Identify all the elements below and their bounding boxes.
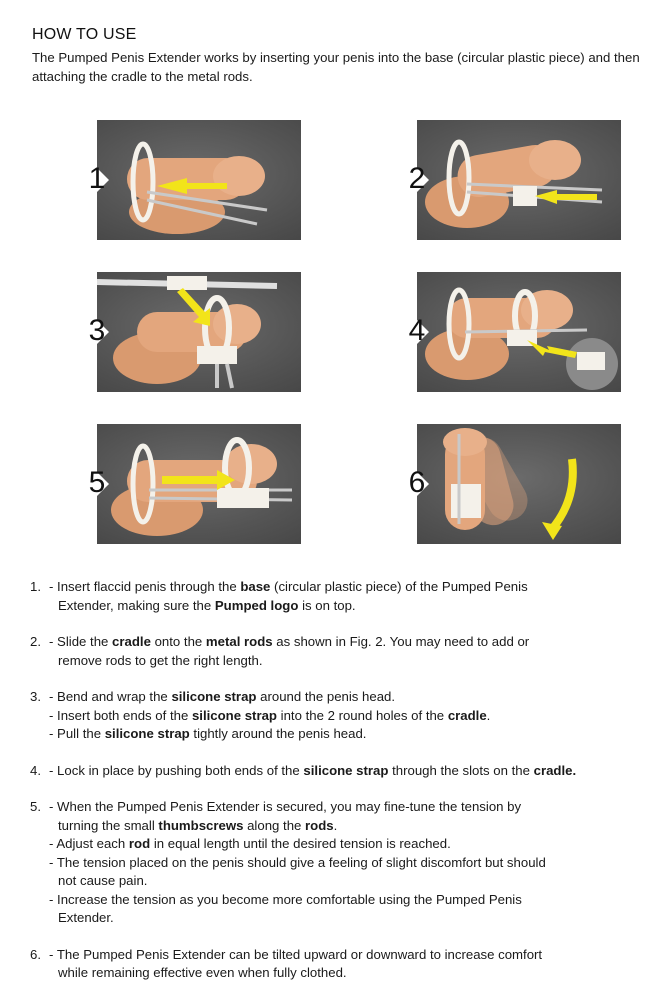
step-line — [30, 798, 650, 817]
step-line — [30, 688, 650, 707]
step-text: - Adjust each — [49, 836, 129, 851]
step-text: . — [333, 817, 338, 833]
bold-term: base — [240, 579, 271, 594]
step-line — [30, 652, 650, 671]
step-text: - Bend and wrap the — [49, 689, 172, 704]
figure-panel-5 — [67, 424, 301, 544]
figure-4-number: 4 — [408, 314, 426, 347]
step-text: is on top. — [298, 597, 356, 613]
step-line — [30, 817, 650, 836]
step-text: as shown in Fig. 2. You may need to add or — [272, 634, 530, 649]
step-text: through the slots on the — [388, 762, 534, 778]
step-text: in equal length until the desired tension is reached. — [150, 836, 451, 851]
step-text: onto the — [150, 634, 206, 649]
step-text: - Insert flaccid penis through the — [49, 579, 241, 594]
step-number: 5. — [30, 799, 41, 814]
step-line — [30, 964, 650, 983]
step-text: . — [486, 707, 491, 723]
step-text: (circular plastic piece) of the Pumped Penis — [270, 579, 528, 594]
page-heading: HOW TO USE — [32, 26, 137, 43]
step-number: 3. — [30, 689, 41, 704]
bold-term: silicone strap — [191, 707, 277, 723]
step-line — [30, 633, 650, 652]
bold-term: silicone strap — [171, 689, 257, 704]
step-line — [30, 762, 650, 781]
step-line — [30, 909, 650, 928]
step-text: not cause pain. — [58, 873, 148, 888]
figure-panel-3 — [67, 272, 301, 392]
intro-text: The Pumped Penis Extender works by inserting your penis into the base (circular plastic piece) and then attaching the cradle to the metal rods. — [32, 50, 640, 84]
bold-term: silicone strap — [303, 762, 389, 778]
step-text: along the — [243, 817, 306, 833]
instruction-list — [30, 578, 650, 1001]
figure-5-number: 5 — [88, 466, 106, 499]
bold-term: cradle — [112, 634, 151, 649]
bold-term: rod — [128, 836, 151, 851]
step-text: - The Pumped Penis Extender can be tilted upward or downward to increase comfort — [49, 946, 543, 962]
step-line — [30, 578, 650, 597]
instruction-step — [30, 946, 650, 983]
step-text: - Pull the — [49, 726, 105, 741]
step-number: 6. — [30, 946, 41, 962]
step-text: - Slide the — [49, 634, 113, 649]
figure-6-number: 6 — [408, 466, 426, 499]
instruction-step — [30, 762, 650, 781]
bold-term: silicone strap — [104, 726, 190, 741]
figure-panel-1 — [67, 120, 301, 240]
step-text: turning the small — [58, 817, 159, 833]
step-text: - Lock in place by pushing both ends of the — [49, 762, 304, 778]
step-line — [30, 854, 650, 873]
bold-term: rods — [305, 817, 334, 833]
step-line — [30, 891, 650, 910]
step-text: - The tension placed on the penis should give a feeling of slight discomfort but should — [49, 854, 546, 870]
step-text: remove rods to get the right length. — [58, 652, 263, 668]
instruction-step — [30, 578, 650, 615]
step-line — [30, 872, 650, 891]
figure-panel-2 — [387, 120, 621, 240]
bold-term: thumbscrews — [158, 817, 244, 833]
step-text: into the 2 round holes of the — [276, 707, 448, 723]
step-line — [30, 946, 650, 965]
bold-term: metal rods — [205, 634, 273, 649]
step-line — [30, 707, 650, 726]
figure-panel-4 — [387, 272, 621, 392]
figure-2-number: 2 — [408, 162, 426, 195]
step-text: - Insert both ends of the — [49, 707, 192, 723]
step-text: tightly around the penis head. — [189, 726, 367, 741]
figure-1-number: 1 — [88, 162, 106, 195]
bold-term: Pumped logo — [214, 597, 299, 613]
step-number: 1. — [30, 579, 41, 594]
step-line — [30, 597, 650, 616]
step-number: 4. — [30, 762, 41, 778]
instruction-step — [30, 688, 650, 744]
step-text: while remaining effective even when fully clothed. — [58, 965, 347, 980]
instruction-step — [30, 798, 650, 928]
step-text: Extender, making sure the — [58, 597, 215, 613]
step-text: - Increase the tension as you become more comfortable using the Pumped Penis — [49, 891, 522, 907]
bold-term: cradle — [447, 707, 487, 723]
instruction-step — [30, 633, 650, 670]
step-text: - When the Pumped Penis Extender is secured, you may fine-tune the tension by — [49, 799, 522, 814]
step-line — [30, 835, 650, 854]
step-text: Extender. — [58, 910, 114, 925]
step-line — [30, 725, 650, 744]
step-text: around the penis head. — [256, 689, 396, 704]
bold-term: cradle. — [533, 762, 577, 778]
figure-3-number: 3 — [88, 314, 106, 347]
figure-panel-6 — [387, 424, 621, 544]
step-number: 2. — [30, 634, 41, 649]
